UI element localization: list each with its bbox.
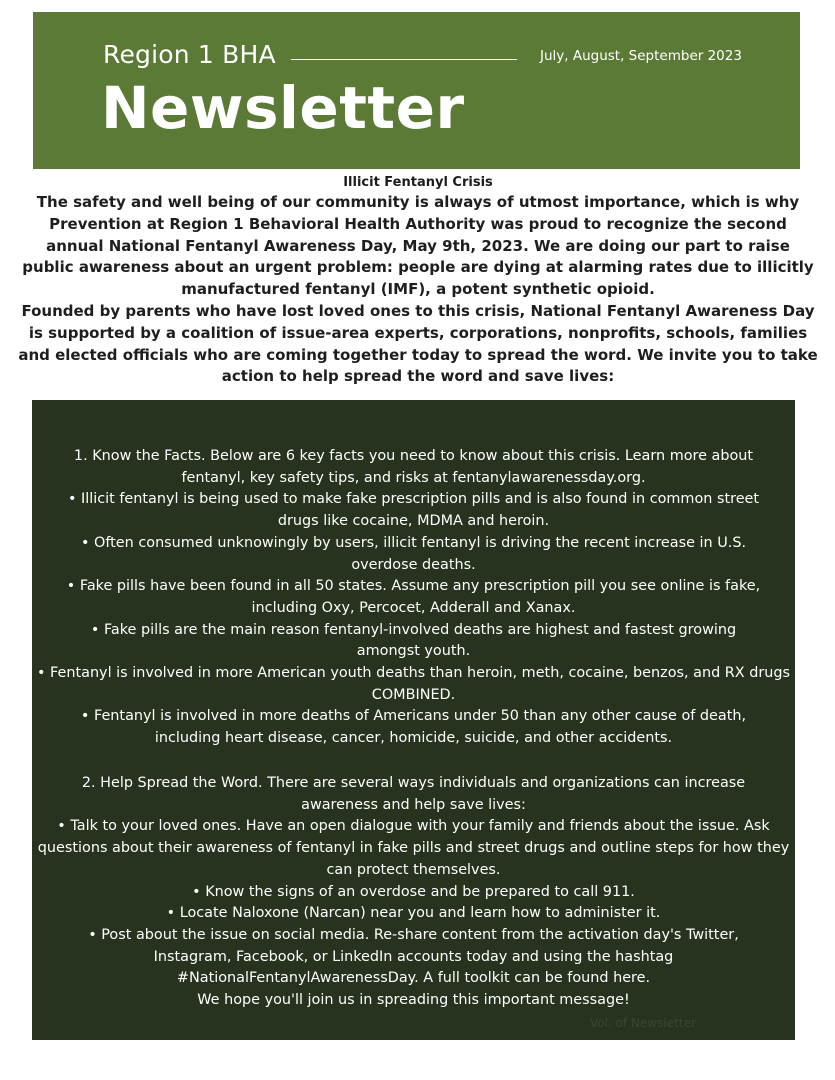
newsletter-header xyxy=(33,12,800,169)
spread-item: • Know the signs of an overdose and be prepared to call 911. xyxy=(192,883,635,900)
facts-panel xyxy=(32,400,795,1040)
section-know-the-facts xyxy=(32,446,795,750)
facts-intro: 1. Know the Facts. Below are 6 key facts you need to know about this crisis. Learn more about fentanyl, key safety tips, and risks at fentanylawarenessday.org. xyxy=(73,448,754,486)
header-divider xyxy=(291,59,517,60)
article-heading: Illicit Fentanyl Crisis xyxy=(343,175,493,190)
spread-item: • Post about the issue on social media. Re-share content from the activation day's Twitter, Instagram, Facebook, or LinkedIn accounts today and using the hashtag #NationalFentanylAwarenessDay. A full toolkit can be found here. xyxy=(88,926,739,987)
spread-item: • Locate Naloxone (Narcan) near you and learn how to administer it. xyxy=(166,905,661,922)
section-spread-the-word xyxy=(32,773,795,1012)
fact-item: • Fake pills are the main reason fentanyl-involved deaths are highest and fastest growing amongst youth. xyxy=(90,621,737,660)
fact-item: • Fake pills have been found in all 50 states. Assume any prescription pill you see online is fake, including Oxy, Percocet, Adderall and Xanax. xyxy=(66,578,761,616)
newsletter-title: Newsletter xyxy=(101,74,465,142)
intro-paragraph-2: Founded by parents who have lost loved ones to this crisis, National Fentanyl Awareness Day is supported by a coalition of issue-area experts, corporations, nonprofits, schools, families and elected officials who are coming together today to spread the word. We invite you to take action to help spread the word and save lives: xyxy=(18,301,818,386)
closing-line: We hope you'll join us in spreading this important message! xyxy=(197,992,630,1009)
region-label: Region 1 BHA xyxy=(103,40,276,69)
intro-paragraph-1: The safety and well being of our community is always of utmost importance, which is why Prevention at Region 1 Behavioral Health Authority was proud to recognize the second annual National Fentanyl Awareness Day, May 9th, 2023. We are doing our part to raise public awareness about an urgent problem: people are dying at alarming rates due to illicitly manufactured fentanyl (IMF), a potent synthetic opioid. xyxy=(22,193,814,299)
spread-item: • Talk to your loved ones. Have an open dialogue with your family and friends about the issue. Ask questions about their awareness of fentanyl in fake pills and street drugs and outline steps for how they can protect themselves. xyxy=(37,818,790,878)
watermark-text: Vol. of Newsletter xyxy=(590,1016,696,1030)
issue-dates: July, August, September 2023 xyxy=(540,48,742,64)
fact-item: • Often consumed unknowingly by users, illicit fentanyl is driving the recent increase in U.S. overdose deaths. xyxy=(80,534,747,573)
fact-item: • Fentanyl is involved in more deaths of Americans under 50 than any other cause of death, including heart disease, cancer, homicide, suicide, and other accidents. xyxy=(80,708,747,747)
intro-section xyxy=(18,174,818,388)
spread-intro: 2. Help Spread the Word. There are several ways individuals and organizations can increase awareness and help save lives: xyxy=(81,775,746,813)
fact-item: • Fentanyl is involved in more American youth deaths than heroin, meth, cocaine, benzos, and RX drugs COMBINED. xyxy=(36,665,791,703)
fact-item: • Illicit fentanyl is being used to make fake prescription pills and is also found in common street drugs like cocaine, MDMA and heroin. xyxy=(67,491,760,530)
